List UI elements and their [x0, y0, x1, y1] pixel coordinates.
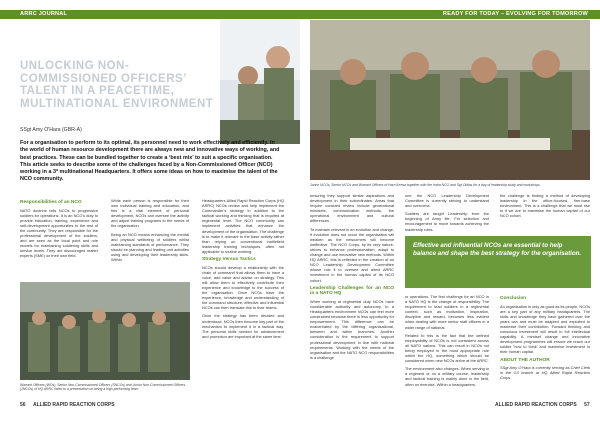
right-col-2 — [405, 193, 489, 235]
article-title: UNLOCKING NON-COMMISSIONED OFFICERS’ TALENT IN A PEACETIME, MULTINATIONAL ENVIRONMENT — [20, 60, 214, 110]
page-number: 56 — [20, 402, 26, 408]
intro-paragraph: For a organisation to perform to its optimal, its personnel need to work effectively and efficiently. In the world of human resource development there are always new and innovative ways of working, and best practices. These can be bundled together to create a ‘best mix’ to suit a specific organisation. This article seeks to describe some of the challenges faced by a Non-Commissioned Officer (NCO) working in a 3* multinational Headquarters. It offers some ideas on how to maximise the talent of the NCO community. — [20, 140, 280, 183]
body-text: An organisation is only as good as its people. NCOs are a key part of any military headquarters. The skills and knowledge they have gathered over the years can and must be adapted and exploited to maximise their contribution. Forward thinking and conscious investment will result in full intellectual capability. A mindset change and innovative development programmes will ensure we reach our soldier ‘how to think’ and maximise investment in their human capital. — [500, 303, 590, 355]
presentation-photo — [20, 282, 190, 380]
header-photo-illustration — [220, 20, 300, 144]
right-col-1 — [310, 193, 394, 363]
workshop-photo-illustration — [310, 20, 590, 180]
presentation-photo-illustration — [20, 282, 190, 380]
body-text: While each person is responsible for their own individual training and education, and this is a vital element of personal development, NCOs can oversee the activity and adjust training programs to the needs of the organisation. — [111, 198, 189, 229]
footer-title: ALLIED RAPID REACTION CORPS — [32, 402, 115, 408]
heading-conclusion: Conclusion — [500, 296, 527, 301]
heading-about-author: ABOUT THE AUTHOR — [500, 357, 550, 363]
body-text: ensuring they support similar aspirations and development in their subordinates. Areas that require constant review include generational mindsets, communication methods, the operational environment and cultural differences. — [310, 193, 394, 224]
right-col-3-top — [500, 193, 590, 221]
body-text: The environment also changes. When serving in a regiment or on a military course, leadership and tactical training is mainly done in the field, often on exercise. Within a headquarters, — [405, 366, 489, 387]
page-number: 57 — [584, 402, 590, 408]
photo-caption: Warrant Officers (WOs), Senior Non-Commissioned Officers (SNCOs) and Junior Non-Commissioned Officers (JNCOs) of HQ ARRC listen to a presentation on being a high-performing team — [20, 383, 186, 392]
section-header: ARRC JOURNAL — [0, 10, 300, 19]
heading-responsibilities: Responsibilities of an NCO — [20, 200, 82, 205]
page-footer — [495, 402, 590, 408]
left-col-2 — [111, 198, 189, 265]
heading-strategy: Strategy Versus Tactics — [202, 257, 256, 263]
right-col-2-continued — [405, 294, 489, 390]
right-page — [300, 0, 600, 424]
body-text: SSgt Amy O'Hara is currently serving as Chief Clerk in the G3 branch at HQ Allied Rapid Reaction Corps. — [500, 365, 590, 381]
pull-quote: Effective and influential NCOs are essential to help balance and shape the best strategy for the organisation. — [405, 236, 591, 288]
header-photo — [220, 20, 300, 144]
body-text: Being an NCO means enhancing the mental and physical wellbeing of soldiers whilst maintaining standards of performance. They should be planning and leading unit activities using and developing their leadership skills. Within — [111, 231, 189, 263]
body-text: Headquarters Allied Rapid Reaction Corps (HQ ARRC) NCOs review and help implement the Commander’s strategy in addition to the tactical working and thinking that is required at regimental level. The NCO community can implement activities that enhance the development of the organisation. The challenge is to make it relevant to the base activity rather than relying on conventional battlefield leadership training techniques, often not applicable to routine working. — [202, 198, 284, 254]
byline: SSgt Amy O'Hara (GBR-A) — [20, 127, 82, 133]
body-text: Soldiers are taught Leadership from the beginning of Army life. For selection and encouragement to move towards achieving the leadership roles. — [405, 211, 489, 232]
body-text: or operations. The first challenge for an NCO in a NATO HQ is the change of responsibility. The requirement to lead soldiers in a regimental context, such as motivation, inspiration, discipline and reward, becomes less evident when dealing with more senior staff officers in a wider range of national. — [405, 294, 489, 330]
page-footer — [20, 402, 115, 408]
heading-leadership-challenges: Leadership Challenges for an NCO in a NATO HQ — [310, 285, 394, 297]
right-col-3-bottom — [500, 294, 590, 383]
body-text: NATO doctrine tells NCOs to progressive soldiers for operations. It is an NCO’s duty to provide education, training, experience and self-development opportunities to the rest of the community. They are responsible for the professional development of the soldiers, and are seen as the focal point and role models for maintaining soldiering skills and service levels. They are discouraged matter experts (SME) on their own field. — [20, 207, 98, 259]
workshop-photo — [310, 20, 590, 180]
body-text: one the NCO Leadership Development Committee is currently striving to understand and overcome. — [405, 193, 489, 209]
photo-caption: Junior NCOs, Senior NCOs and Warrant Officers of Harri Keesa together with the Indra NCO and Sgt Oktias for a day of leadership study and workshops. — [310, 183, 541, 187]
section-header: READY FOR TODAY – EVOLVING FOR TOMORROW — [300, 10, 600, 19]
body-text: the challenge is finding a method of developing leadership in the office-focused, firm-base environment. This is a challenge that we must rise to if we are to maximise the human capital of our NCO cohort. — [500, 193, 590, 219]
left-col-1 — [20, 198, 98, 262]
body-text: When working at regimental duty NCOs have considerable authority and autonomy. In a Headquarters environment NCOs can feel more constrained because there is less opportunity for empowerment. This difference can be exacerbated by the differing organisational, between and within branches. Another consideration is the requirement to support professional development in line with national requirements. Working with the needs of the organisation and the NATO NCO responsibilities is a challenge — [310, 298, 394, 360]
body-text: Related to this is the fact that the defined employability of NCOs is not consistent across all NATO nations. This can result in NCOs not being employed in the most appropriate role within the HQ, something which should be considered when new NCOs arrive at the ARRC. — [405, 332, 489, 364]
body-text: To maintain relevant in an evolution and change, if evolution does not occur the organisation will weaken as the newcomers will become ineffective. The NCO Corps, by its very nature, strives to enhance professionalism, adapt to change and use innovative new methods. Within HQ ARRC, this is reflected in the creation of an NCO Leadership Development Committee whose role it to oversee and direct ARRC investment in the human capital of its NCO cohort. — [310, 226, 394, 283]
left-col-3 — [202, 198, 284, 342]
body-text: Once the strategy has been decided and understood, NCOs then become key part of the mechanism to implement it in a tactical way. The personal skills needed for advancement and promotion are important at the same time. — [202, 313, 284, 339]
footer-title: ALLIED RAPID REACTION CORPS — [495, 402, 577, 408]
body-text: NCOs should develop a relationship with the chain of command that allows them to have a voice, add value and advise on strategy. This will allow them to effectively contribute their experience and knowledge to the success of the organisation. Once NCOs have the experience, knowledge and understanding of the command structure, effective and influential NCOs can then translate this to their teams. — [202, 264, 284, 311]
